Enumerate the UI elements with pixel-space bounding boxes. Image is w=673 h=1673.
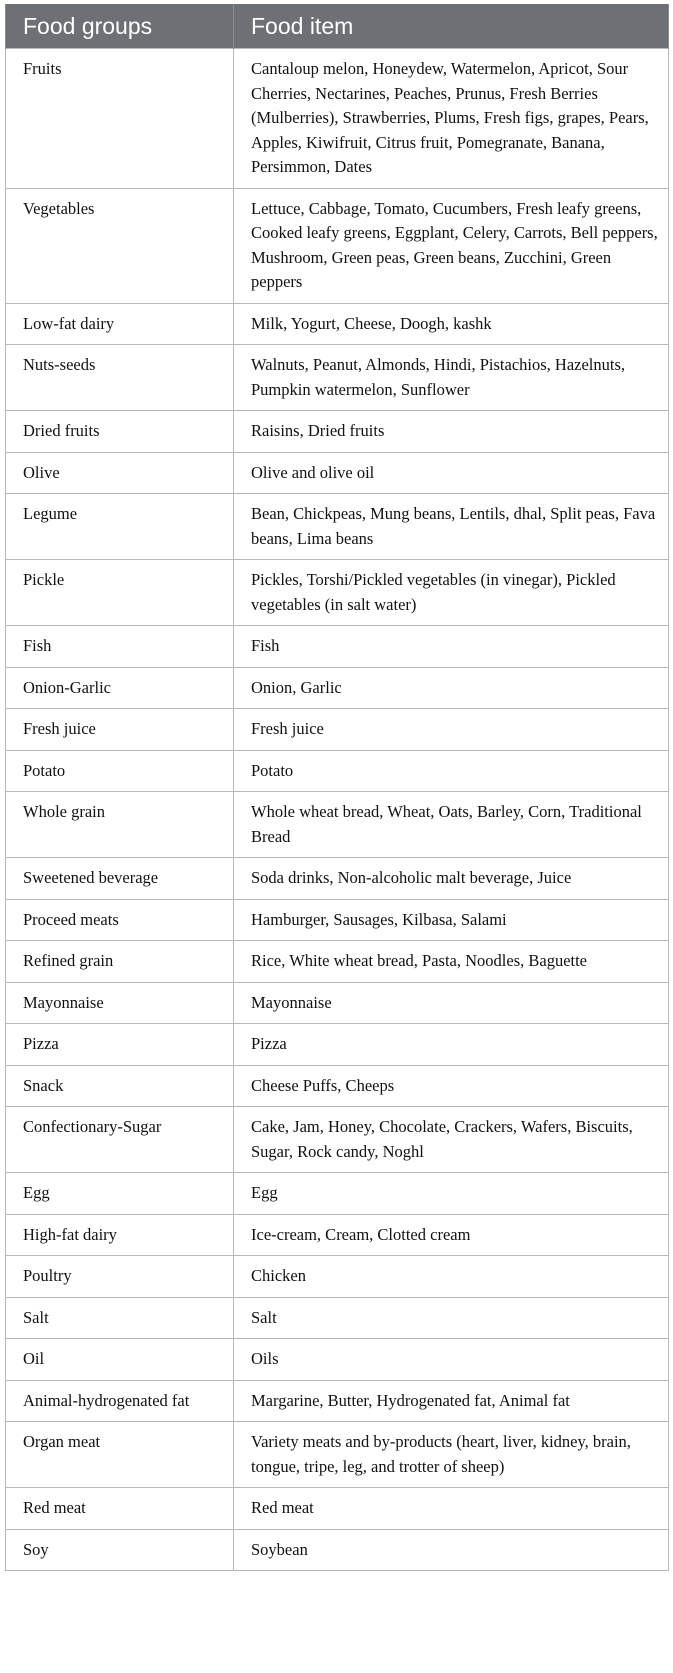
food-group-cell: Refined grain: [6, 941, 234, 983]
food-item-cell: Bean, Chickpeas, Mung beans, Lentils, dhal, Split peas, Fava beans, Lima beans: [234, 494, 669, 560]
food-group-cell: Potato: [6, 750, 234, 792]
food-group-cell: Animal-hydrogenated fat: [6, 1380, 234, 1422]
food-item-cell: Milk, Yogurt, Cheese, Doogh, kashk: [234, 303, 669, 345]
table-row: [6, 750, 669, 792]
food-group-cell: Fresh juice: [6, 709, 234, 751]
food-item-cell: Chicken: [234, 1256, 669, 1298]
table-row: [6, 667, 669, 709]
table-row: [6, 452, 669, 494]
food-group-cell: Salt: [6, 1297, 234, 1339]
food-group-cell: Onion-Garlic: [6, 667, 234, 709]
food-group-cell: Soy: [6, 1529, 234, 1571]
table-row: [6, 1297, 669, 1339]
food-item-cell: Whole wheat bread, Wheat, Oats, Barley, Corn, Traditional Bread: [234, 792, 669, 858]
food-group-cell: Snack: [6, 1065, 234, 1107]
table-row: [6, 494, 669, 560]
food-item-cell: Cantaloup melon, Honeydew, Watermelon, Apricot, Sour Cherries, Nectarines, Peaches, Prunus, Fresh Berries (Mulberries), Strawberries, Plums, Fresh figs, grapes, Pears, Apples, Kiwifruit, Citrus fruit, Pomegranate, Banana, Persimmon, Dates: [234, 49, 669, 189]
food-item-cell: Mayonnaise: [234, 982, 669, 1024]
food-item-cell: Walnuts, Peanut, Almonds, Hindi, Pistachios, Hazelnuts, Pumpkin watermelon, Sunflower: [234, 345, 669, 411]
food-group-cell: Nuts-seeds: [6, 345, 234, 411]
food-group-cell: Organ meat: [6, 1422, 234, 1488]
header-row: [6, 4, 669, 49]
food-group-cell: Confectionary-Sugar: [6, 1107, 234, 1173]
food-group-cell: Oil: [6, 1339, 234, 1381]
food-item-cell: Fish: [234, 626, 669, 668]
table-row: [6, 1024, 669, 1066]
table-row: [6, 1173, 669, 1215]
header-food-item: Food item: [234, 4, 669, 49]
table-row: [6, 1256, 669, 1298]
food-item-cell: Cheese Puffs, Cheeps: [234, 1065, 669, 1107]
food-group-cell: Pickle: [6, 560, 234, 626]
table-row: [6, 626, 669, 668]
food-item-cell: Fresh juice: [234, 709, 669, 751]
table-row: [6, 560, 669, 626]
food-item-cell: Pickles, Torshi/Pickled vegetables (in vinegar), Pickled vegetables (in salt water): [234, 560, 669, 626]
table-row: [6, 899, 669, 941]
table-row: [6, 941, 669, 983]
food-item-cell: Rice, White wheat bread, Pasta, Noodles, Baguette: [234, 941, 669, 983]
table-row: [6, 1339, 669, 1381]
food-group-cell: High-fat dairy: [6, 1214, 234, 1256]
food-groups-table: [5, 4, 669, 1571]
table-row: [6, 1380, 669, 1422]
table-row: [6, 188, 669, 303]
table-row: [6, 1488, 669, 1530]
table-body: [6, 49, 669, 1571]
food-item-cell: Raisins, Dried fruits: [234, 411, 669, 453]
table-header: [6, 4, 669, 49]
table-row: [6, 411, 669, 453]
food-group-cell: Low-fat dairy: [6, 303, 234, 345]
food-item-cell: Oils: [234, 1339, 669, 1381]
table-row: [6, 345, 669, 411]
food-group-cell: Sweetened beverage: [6, 858, 234, 900]
food-item-cell: Red meat: [234, 1488, 669, 1530]
table-row: [6, 982, 669, 1024]
food-group-cell: Olive: [6, 452, 234, 494]
food-group-cell: Vegetables: [6, 188, 234, 303]
food-item-cell: Cake, Jam, Honey, Chocolate, Crackers, Wafers, Biscuits, Sugar, Rock candy, Noghl: [234, 1107, 669, 1173]
header-food-groups: Food groups: [6, 4, 234, 49]
table-row: [6, 1065, 669, 1107]
food-group-cell: Fish: [6, 626, 234, 668]
food-item-cell: Soda drinks, Non-alcoholic malt beverage, Juice: [234, 858, 669, 900]
table-row: [6, 1422, 669, 1488]
table-row: [6, 792, 669, 858]
table-row: [6, 1214, 669, 1256]
table-row: [6, 303, 669, 345]
food-item-cell: Pizza: [234, 1024, 669, 1066]
food-groups-table-container: [5, 4, 668, 1571]
food-group-cell: Legume: [6, 494, 234, 560]
food-group-cell: Whole grain: [6, 792, 234, 858]
food-item-cell: Potato: [234, 750, 669, 792]
food-item-cell: Ice-cream, Cream, Clotted cream: [234, 1214, 669, 1256]
food-item-cell: Onion, Garlic: [234, 667, 669, 709]
food-item-cell: Egg: [234, 1173, 669, 1215]
food-item-cell: Lettuce, Cabbage, Tomato, Cucumbers, Fresh leafy greens, Cooked leafy greens, Eggplant, Celery, Carrots, Bell peppers, Mushroom, Green peas, Green beans, Zucchini, Green peppers: [234, 188, 669, 303]
food-item-cell: Hamburger, Sausages, Kilbasa, Salami: [234, 899, 669, 941]
food-group-cell: Egg: [6, 1173, 234, 1215]
table-row: [6, 709, 669, 751]
table-row: [6, 1107, 669, 1173]
food-item-cell: Olive and olive oil: [234, 452, 669, 494]
table-row: [6, 1529, 669, 1571]
food-group-cell: Red meat: [6, 1488, 234, 1530]
food-item-cell: Soybean: [234, 1529, 669, 1571]
food-group-cell: Pizza: [6, 1024, 234, 1066]
table-row: [6, 49, 669, 189]
food-group-cell: Mayonnaise: [6, 982, 234, 1024]
food-group-cell: Proceed meats: [6, 899, 234, 941]
food-item-cell: Variety meats and by-products (heart, liver, kidney, brain, tongue, tripe, leg, and trotter of sheep): [234, 1422, 669, 1488]
table-row: [6, 858, 669, 900]
food-item-cell: Margarine, Butter, Hydrogenated fat, Animal fat: [234, 1380, 669, 1422]
food-group-cell: Dried fruits: [6, 411, 234, 453]
food-group-cell: Fruits: [6, 49, 234, 189]
food-item-cell: Salt: [234, 1297, 669, 1339]
food-group-cell: Poultry: [6, 1256, 234, 1298]
